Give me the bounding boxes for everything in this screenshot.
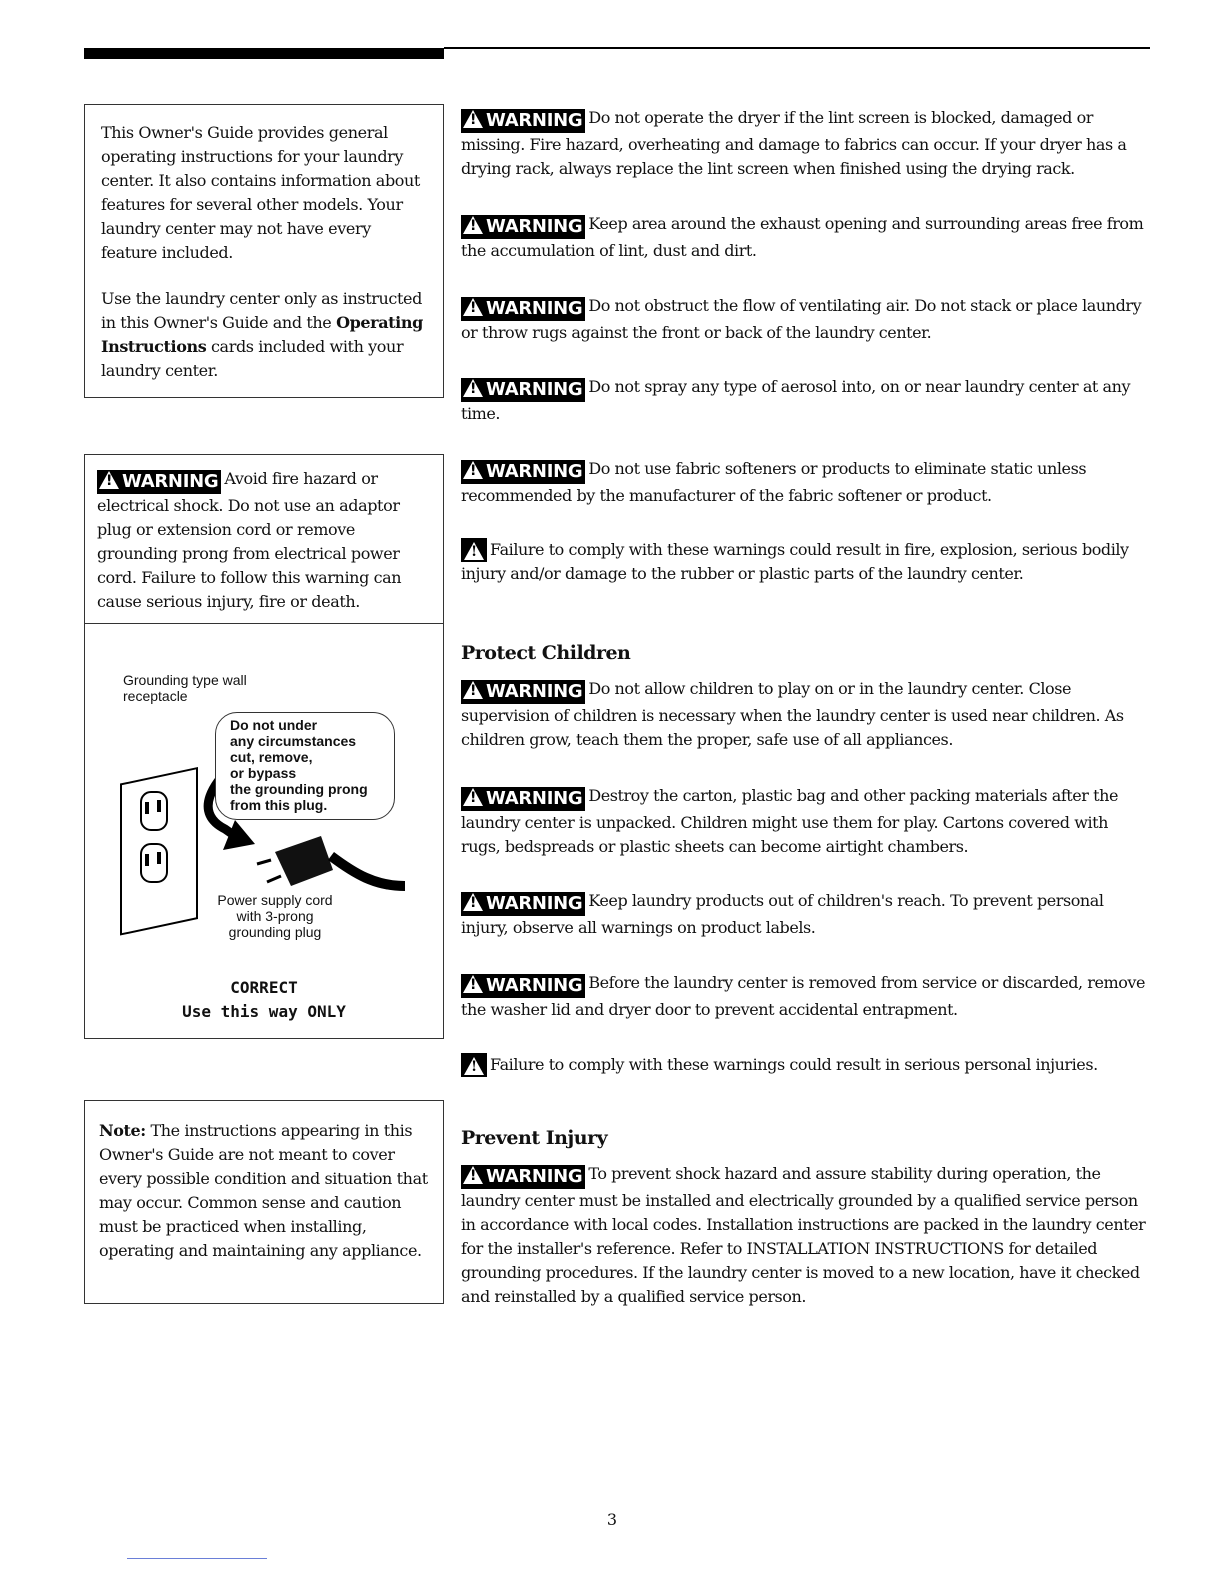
- warning-children-play: !WARNING Do not allow children to play on or in the laundry center. Close supervision of children is necessary when the laundry center is used near children. As children grow, teach them the proper, safe use of all appliances.: [461, 677, 1151, 752]
- note-text: [99, 1119, 429, 1263]
- header-rule-thick: [84, 48, 444, 59]
- warning-packing-materials: !WARNING Destroy the carton, plastic bag and other packing materials after the laundry center is unpacked. Children might use them for play. Cartons covered with rugs, bedspreads or plastic sheets can become airtight chambers.: [461, 784, 1151, 859]
- intro-paragraph-1: This Owner's Guide provides general operating instructions for your laundry center. It also contains information about features for several other models. Your laundry center may not have every feature included.: [101, 123, 420, 262]
- warning-aerosol: !WARNING Do not spray any type of aerosol into, on or near laundry center at any time.: [461, 375, 1151, 426]
- electrical-warning-body: Avoid fire hazard or electrical shock. Do not use an adaptor plug or extension cord or remove grounding prong from electrical power cord. Failure to follow this warning can cause serious injury, fire or death.: [97, 469, 402, 611]
- warning-fabric-softener: !WARNING Do not use fabric softeners or products to eliminate static unless recommended by the manufacturer of the fabric softener or product.: [461, 457, 1151, 508]
- warning-badge: !WARNING: [461, 215, 585, 239]
- electrical-warning-box: [84, 454, 444, 624]
- warning-triangle-icon: [99, 471, 119, 489]
- intro-box: [84, 104, 444, 398]
- electrical-warning-text: [97, 467, 431, 614]
- warning-triangle-icon: [463, 216, 483, 234]
- correct-label: CORRECT: [230, 978, 298, 997]
- warning-badge: !WARNING: [461, 109, 585, 133]
- receptacle-label: Grounding type wall receptacle: [123, 672, 247, 704]
- warning-triangle-icon: [463, 893, 483, 911]
- warning-triangle-icon: [463, 1166, 483, 1184]
- warning-badge: !WARNING: [97, 470, 221, 494]
- intro-text-b: cards included with your laundry center.: [101, 337, 404, 380]
- footer-link-underline[interactable]: [127, 1558, 267, 1559]
- warning-triangle-icon: [463, 788, 483, 806]
- intro-paragraph-2: [101, 287, 429, 383]
- warning-lint-screen: !WARNING Do not operate the dryer if the lint screen is blocked, damaged or missing. Fire hazard, overheating and damage to fabrics can occur. If your dryer has a drying rack, always replace the lint screen when finished using the drying rack.: [461, 106, 1151, 181]
- grounding-prong-callout: Do not under any circumstances cut, remove, or bypass the grounding prong from this plug.: [215, 712, 395, 820]
- warning-laundry-products: !WARNING Keep laundry products out of children's reach. To prevent personal injury, observe all warnings on product labels.: [461, 889, 1151, 940]
- warning-triangle-icon: [463, 379, 483, 397]
- warning-badge: !WARNING: [461, 460, 585, 484]
- warning-triangle-icon: [463, 461, 483, 479]
- warning-badge: !WARNING: [461, 892, 585, 916]
- warning-triangle-icon: [463, 975, 483, 993]
- warning-triangle-icon: [463, 298, 483, 316]
- note-body: The instructions appearing in this Owner's Guide are not meant to cover every possible condition and situation that may occur. Common sense and caution must be practiced when installing, operating and maintaining any appliance.: [99, 1121, 428, 1260]
- warning-entrapment: !WARNING Before the laundry center is removed from service or discarded, remove the washer lid and dryer door to prevent accidental entrapment.: [461, 971, 1151, 1022]
- grounding-diagram: [84, 623, 444, 1039]
- power-cord-label: Power supply cord with 3-prong grounding plug: [217, 892, 333, 940]
- warning-exhaust-area: !WARNING Keep area around the exhaust opening and surrounding areas free from the accumulation of lint, dust and dirt.: [461, 212, 1151, 263]
- failure-notice-fire: !Failure to comply with these warnings could result in fire, explosion, serious bodily injury and/or damage to the rubber or plastic parts of the laundry center.: [461, 538, 1151, 586]
- intro-text-a: Use the laundry center only as instructed in this Owner's Guide and the: [101, 289, 422, 332]
- operating-instructions-emphasis: Operating Instructions: [101, 313, 423, 356]
- warning-grounding: !WARNING To prevent shock hazard and assure stability during operation, the laundry center must be installed and electrically grounded by a qualified service person in accordance with local codes. Installation instructions are packed in the laundry center for the installer's reference. Refer to INSTALLATION INSTRUCTIONS for detailed grounding procedures. If the laundry center is moved to a new location, have it checked and reinstalled by a qualified service person.: [461, 1162, 1151, 1309]
- prevent-injury-heading: Prevent Injury: [461, 1127, 608, 1149]
- warning-badge: !WARNING: [461, 297, 585, 321]
- alert-triangle-icon: [461, 1053, 487, 1077]
- failure-notice-injury: !Failure to comply with these warnings could result in serious personal injuries.: [461, 1053, 1151, 1077]
- plug-icon: [257, 836, 405, 886]
- note-label: Note:: [99, 1121, 146, 1140]
- protect-children-heading: Protect Children: [461, 642, 631, 664]
- alert-triangle-icon: [461, 538, 487, 562]
- warning-badge: !WARNING: [461, 787, 585, 811]
- warning-triangle-icon: [463, 681, 483, 699]
- warning-triangle-icon: [463, 110, 483, 128]
- warning-badge: !WARNING: [461, 1165, 585, 1189]
- warning-badge: !WARNING: [461, 680, 585, 704]
- warning-ventilation: !WARNING Do not obstruct the flow of ventilating air. Do not stack or place laundry or throw rugs against the front or back of the laundry center.: [461, 294, 1151, 345]
- header-rule-thin: [444, 47, 1150, 49]
- use-only-label: Use this way ONLY: [182, 1002, 346, 1021]
- warning-badge: !WARNING: [461, 378, 585, 402]
- page-number: 3: [606, 1510, 618, 1529]
- warning-badge: !WARNING: [461, 974, 585, 998]
- note-box: [84, 1100, 444, 1304]
